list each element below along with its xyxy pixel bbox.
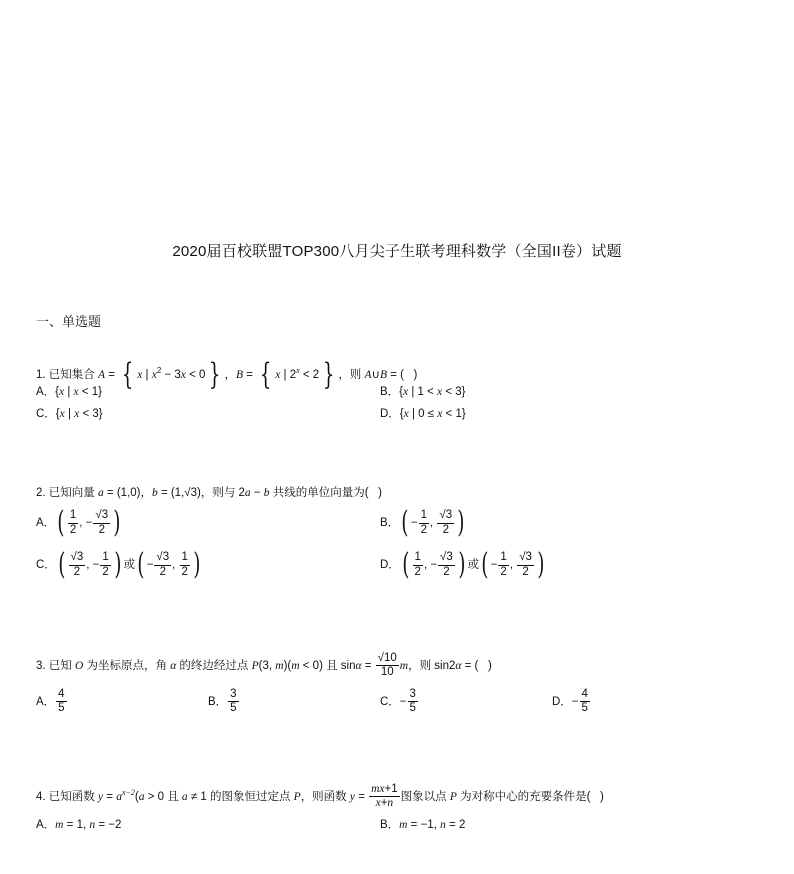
question-2-option-c[interactable]: C．( $\frac{√3}{2}$ , − $\frac{1}{2}$ ) 或( − $\frac{√3}{2}$ , $\frac{1}{2}$ ) [36,547,201,582]
question-3-option-c[interactable]: C．− $\frac{3}{5}$ [380,688,416,715]
question-2-option-d[interactable]: D．( $\frac{1}{2}$ , − $\frac{√3}{2}$ ) 或( − $\frac{1}{2}$ , $\frac{√3}{2}$ ) [380,547,545,582]
question-3-option-d[interactable]: D．− $\frac{4}{5}$ [552,688,588,715]
question-1-option-c[interactable]: C．{x | x < 3} [36,408,103,420]
page-title: 2020届百校联盟TOP300八月尖子生联考理科数学（全国II卷）试题 [172,243,622,260]
question-1-option-a[interactable]: A．{x | x < 1} [36,386,102,398]
question-1-option-d[interactable]: D．{x | 0 ≤ x < 1} [380,408,466,420]
question-3-option-a[interactable]: A． $\frac{4}{5}$ [36,688,65,715]
question-4-stem: 4. 已知函数 $y = a^{x-2}(a > 0$ 且 a ≠ 1 的图象恒过定点 P，则函数 y = $\frac{mx+1}{x+n}$ 图象以点 P 为对称中心的充要条件是( ) [36,783,604,810]
question-2-option-b[interactable]: B．( − $\frac{1}{2}$ , $\frac{√3}{2}$ ) [380,505,465,540]
section-heading: 一、单选题 [36,314,102,329]
question-2-option-a[interactable]: A．( $\frac{1}{2}$ , − $\frac{√3}{2}$ ) [36,505,121,540]
question-1-option-b[interactable]: B．{x | 1 < x < 3} [380,386,466,398]
question-3-stem: 3. 已知 O 为坐标原点，角 α 的终边经过点 P(3, m)(m < 0) 且 sinα = $\frac{√10}{10}$ m，则 sin2α = ( ) [36,652,492,679]
question-3-option-b[interactable]: B． $\frac{3}{5}$ [208,688,237,715]
question-2-stem: 2. 已知向量 a = (1,0)，b = (1,√3)，则与 2a − b 共线的单位向量为( ) [36,487,382,499]
question-4-option-b[interactable]: B．m = −1, n = 2 [380,819,466,831]
question-4-option-a[interactable]: A．m = 1, n = −2 [36,819,122,831]
question-1-stem: 1. 已知集合 A = { x | $x^2 - 3x < 0$ } ，B = { x | $2^x < 2$ } ，则 A∪B = ( ) [36,357,418,392]
